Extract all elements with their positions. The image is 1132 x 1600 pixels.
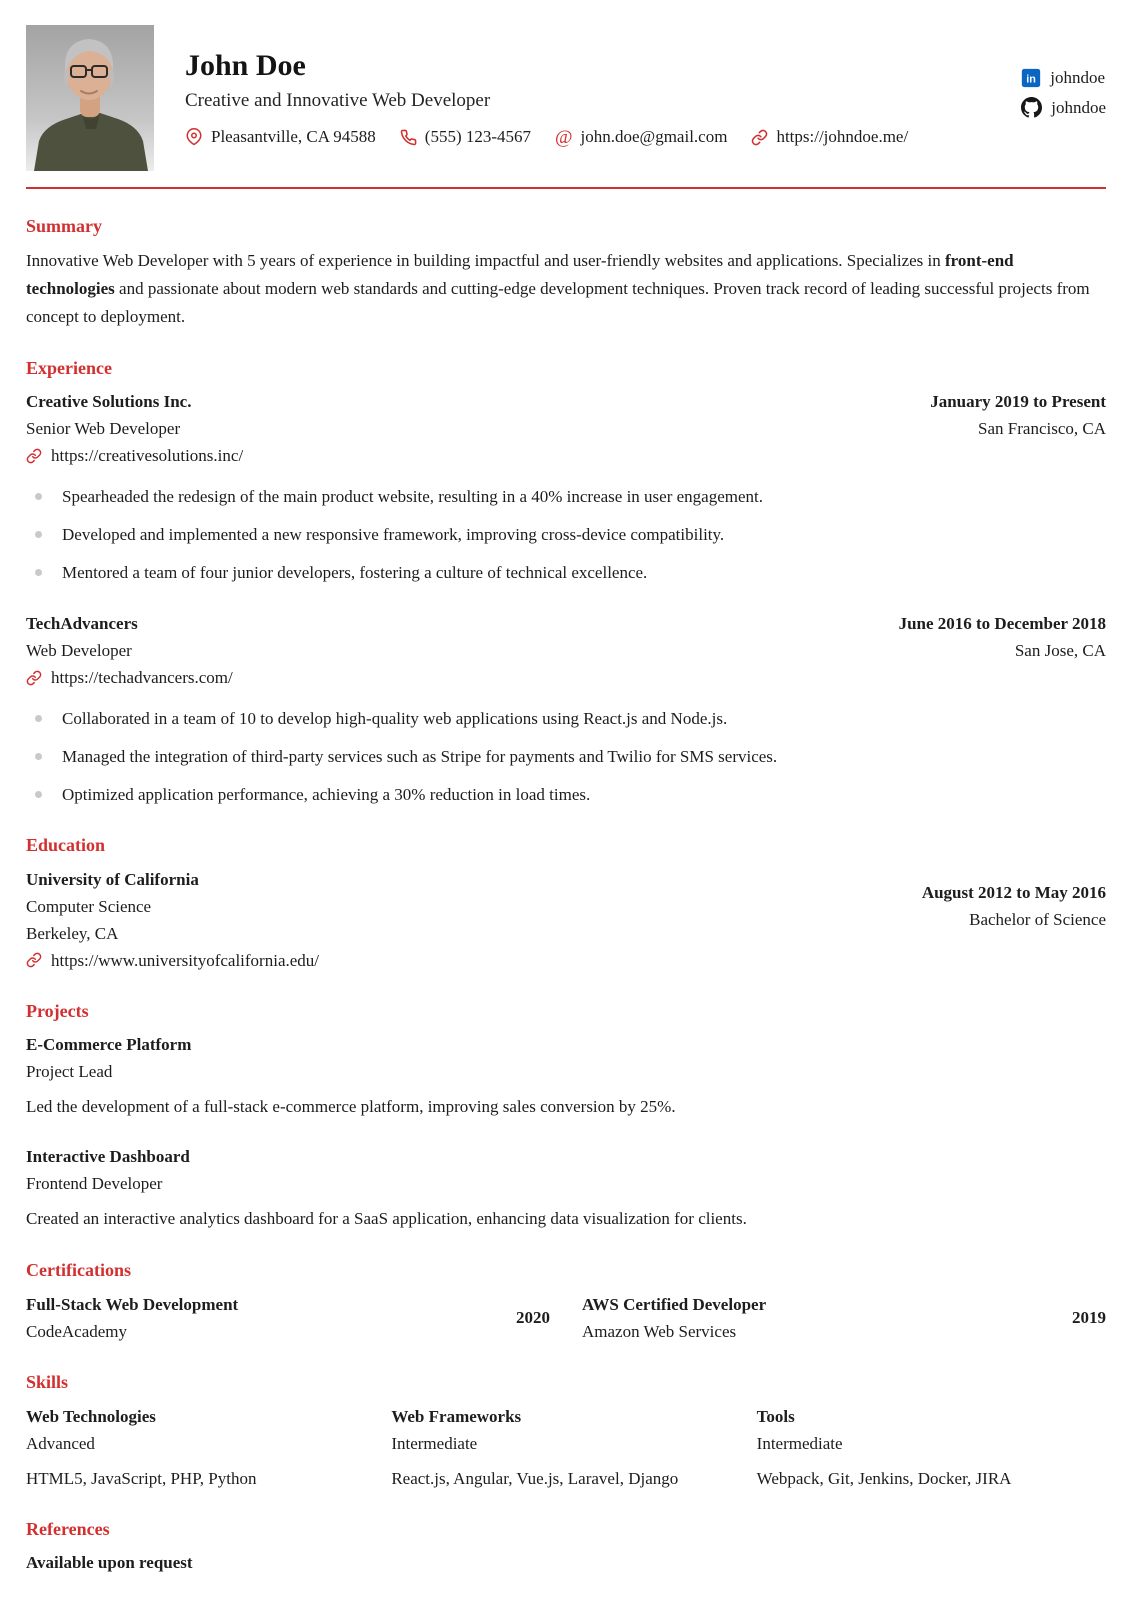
certification-year: 2019: [1072, 1307, 1106, 1327]
entry-location: San Francisco, CA: [978, 419, 1106, 439]
company-name: Creative Solutions Inc.: [26, 392, 192, 412]
section-references: [26, 1519, 1106, 1577]
skills-title: Skills: [26, 1371, 69, 1392]
highlight-item: Collaborated in a team of 10 to develop high-quality web applications using React.js and Node.js.: [26, 705, 1106, 732]
company-url[interactable]: https://techadvancers.com/: [51, 668, 233, 688]
highlight-list: [26, 705, 1106, 808]
references-note: Available upon request: [26, 1553, 193, 1573]
svg-text:in: in: [1026, 73, 1037, 86]
highlight-list: [26, 483, 1106, 586]
references-title: References: [26, 1518, 110, 1539]
project-name: Interactive Dashboard: [26, 1147, 190, 1167]
skill-level: Intermediate: [756, 1433, 843, 1453]
highlight-item: Mentored a team of four junior developers, fostering a culture of technical excellence.: [26, 559, 1106, 586]
section-skills: [26, 1372, 1106, 1492]
certification-entry: [582, 1291, 1106, 1345]
contact-location: [185, 127, 376, 147]
company-url[interactable]: https://creativesolutions.inc/: [51, 446, 244, 466]
section-education: [26, 835, 1106, 974]
summary-text-after: and passionate about modern web standards and cutting-edge development techniques. Proven track record of leading successful projects from concept to deployment.: [26, 278, 1090, 326]
contact-row: [185, 127, 908, 147]
degree: Bachelor of Science: [969, 910, 1106, 930]
position-title: Senior Web Developer: [26, 419, 181, 439]
skill-level: Intermediate: [391, 1433, 478, 1453]
skill-name: Web Frameworks: [391, 1406, 522, 1426]
skill-keywords: HTML5, JavaScript, PHP, Python: [26, 1468, 257, 1488]
certification-issuer: CodeAcademy: [26, 1321, 128, 1341]
location-text: Pleasantville, CA 94588: [211, 127, 376, 146]
company-link[interactable]: [26, 442, 1106, 469]
entry-location: San Jose, CA: [1014, 641, 1106, 661]
company-name: TechAdvancers: [26, 614, 138, 634]
phone-icon: [400, 129, 417, 146]
summary-title: Summary: [26, 216, 102, 236]
phone-text: (555) 123-4567: [424, 127, 532, 146]
skill-group: [757, 1403, 1106, 1492]
social-profiles: [1021, 68, 1106, 118]
highlight-item: Optimized application performance, achieving a 30% reduction in load times.: [26, 781, 1106, 808]
certification-name: AWS Certified Developer: [582, 1294, 767, 1314]
summary-text-before: Innovative Web Developer with 5 years of experience in building impactful and user-friendly websites and applications. Specializes in: [26, 250, 945, 270]
institution-location: Berkeley, CA: [26, 923, 119, 943]
skill-name: Tools: [756, 1406, 795, 1426]
summary-text-bold: front-end technologies: [26, 250, 1014, 298]
header-identity: [185, 49, 908, 147]
location-pin-icon: [185, 128, 203, 146]
github-icon: [1021, 97, 1042, 118]
email-text[interactable]: john.doe@gmail.com: [580, 127, 728, 146]
highlight-item: Spearheaded the redesign of the main product website, resulting in a 40% increase in user engagement.: [26, 483, 1106, 510]
link-icon: [751, 129, 768, 146]
highlight-item: Managed the integration of third-party services such as Stripe for payments and Twilio for SMS services.: [26, 743, 1106, 770]
linkedin-username[interactable]: johndoe: [1050, 68, 1105, 87]
project-role: Frontend Developer: [26, 1174, 163, 1194]
study-area: Computer Science: [26, 896, 152, 916]
certification-name: Full-Stack Web Development: [26, 1294, 239, 1314]
contact-website[interactable]: [751, 127, 908, 147]
profile-photo-image: [26, 25, 154, 171]
person-name: John Doe: [185, 49, 306, 82]
headline: Creative and Innovative Web Developer: [185, 90, 491, 111]
github-username[interactable]: johndoe: [1051, 97, 1106, 117]
project-role: Project Lead: [26, 1062, 113, 1082]
experience-entry: [26, 388, 1106, 586]
skill-name: Web Technologies: [26, 1406, 156, 1426]
section-projects: [26, 1001, 1106, 1234]
website-text[interactable]: https://johndoe.me/: [776, 127, 909, 146]
contact-email[interactable]: [555, 127, 727, 147]
project-description: Created an interactive analytics dashboard for a SaaS application, enhancing data visualization for clients.: [26, 1209, 747, 1229]
header-divider: [26, 187, 1106, 189]
section-certifications: [26, 1260, 1106, 1345]
institution-name: University of California: [26, 869, 199, 889]
date-range: August 2012 to May 2016: [921, 883, 1106, 903]
certification-entry: [26, 1291, 550, 1345]
skill-keywords: Webpack, Git, Jenkins, Docker, JIRA: [756, 1468, 1012, 1488]
skill-group: [391, 1403, 740, 1492]
profile-photo: [26, 25, 154, 171]
institution-url[interactable]: https://www.universityofcalifornia.edu/: [51, 950, 320, 970]
profile-linkedin[interactable]: [1021, 68, 1105, 88]
company-link[interactable]: [26, 664, 1106, 691]
link-icon: [26, 670, 42, 686]
date-range: January 2019 to Present: [930, 392, 1106, 412]
skill-keywords: React.js, Angular, Vue.js, Laravel, Django: [391, 1468, 679, 1488]
project-name: E-Commerce Platform: [26, 1035, 192, 1055]
skill-level: Advanced: [26, 1433, 95, 1453]
position-title: Web Developer: [26, 641, 132, 661]
section-experience: [26, 358, 1106, 809]
link-icon: [26, 952, 42, 968]
at-icon: @: [555, 126, 573, 148]
date-range: June 2016 to December 2018: [898, 614, 1106, 634]
certification-issuer: Amazon Web Services: [582, 1321, 737, 1341]
project-entry: [26, 1143, 1106, 1233]
skill-group: [26, 1403, 375, 1492]
education-title: Education: [26, 835, 106, 856]
institution-link[interactable]: [26, 947, 1106, 974]
summary-text: [26, 247, 1106, 331]
highlight-item: Developed and implemented a new responsive framework, improving cross-device compatibility.: [26, 521, 1106, 548]
header: [26, 25, 1106, 171]
certifications-title: Certifications: [26, 1260, 131, 1281]
section-summary: [26, 216, 1106, 331]
contact-phone: [400, 127, 531, 147]
education-entry: [26, 866, 1106, 974]
experience-title: Experience: [26, 357, 112, 378]
linkedin-icon: [1021, 68, 1041, 88]
project-description: Led the development of a full-stack e-commerce platform, improving sales conversion by 25%.: [26, 1097, 676, 1117]
certification-year: 2020: [516, 1307, 550, 1327]
project-entry: [26, 1031, 1106, 1121]
link-icon: [26, 448, 42, 464]
profile-github[interactable]: [1021, 97, 1106, 118]
projects-title: Projects: [26, 1000, 89, 1021]
experience-entry: [26, 610, 1106, 808]
